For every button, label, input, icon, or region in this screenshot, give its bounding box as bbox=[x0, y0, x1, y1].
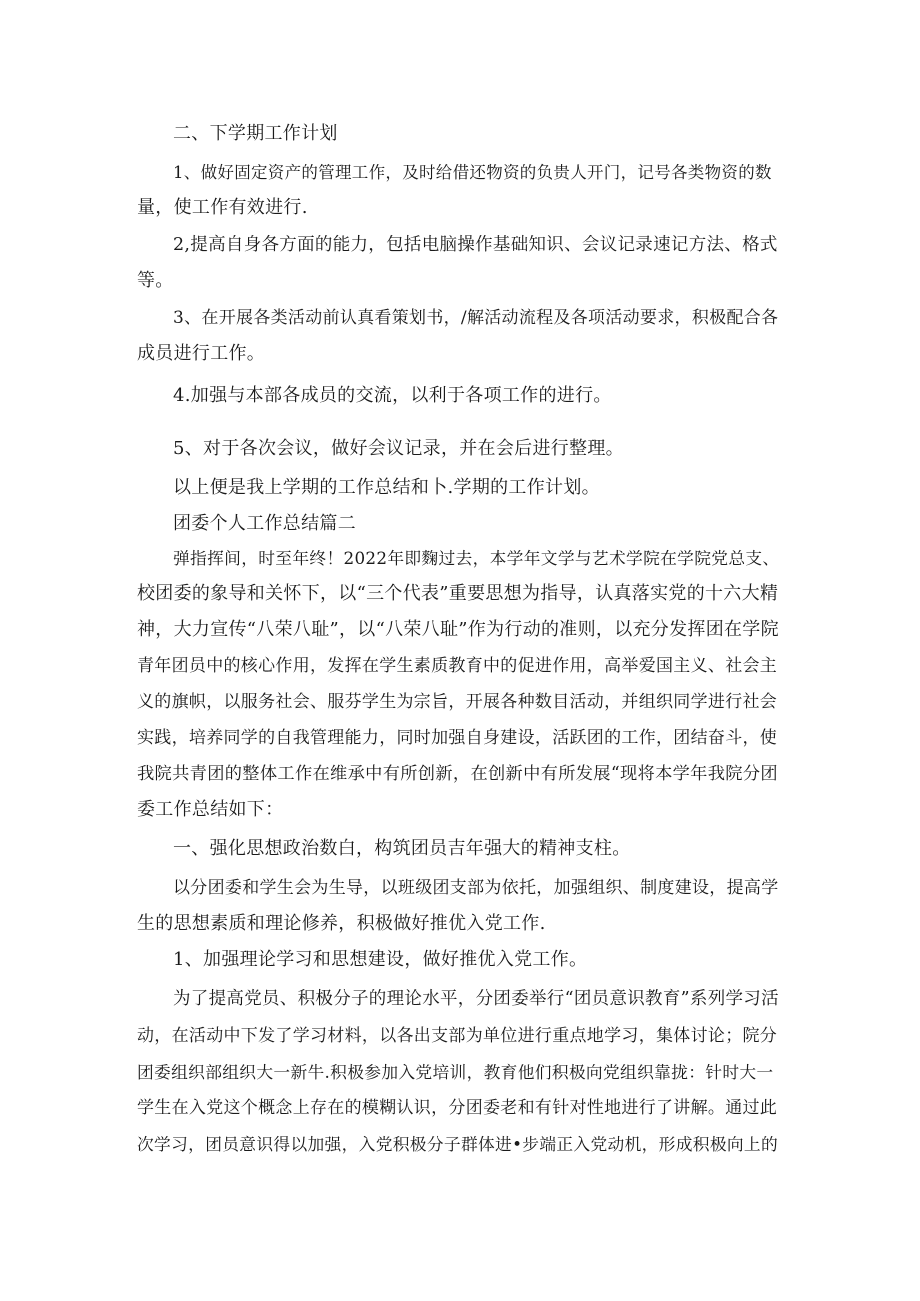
paragraph-line: 实践，培养同学的自我管理能力，同时加强自身建设，活跃团的工作，团结奋斗，使 bbox=[137, 728, 778, 748]
paragraph-line: 5、对于各次会议，做好会议记录，并在会后进行整理。 bbox=[173, 438, 624, 459]
section-heading-summary-part-two: 团委个人工作总结篇二 bbox=[173, 513, 356, 534]
paragraph-line: 委工作总结如下： bbox=[137, 799, 284, 820]
paragraph-line: 1、做好固定资产的管理工作，及时给借还物资的负贵人开门，记号各类物资的数 bbox=[173, 163, 772, 182]
paragraph-line: 2,提高自身各方面的能力，包括电脑操作基础知识、会议记录速记方法、格式 bbox=[173, 235, 778, 255]
paragraph-line: 3、在开展各类活动前认真看策划书，/解活动流程及各项活动要求，积极配合各 bbox=[173, 308, 779, 328]
paragraph-line: 校团委的象导和关怀下，以“三个代表”重要思想为指导，认真落实党的十六大精 bbox=[137, 583, 779, 604]
section-heading-next-term-plan: 二、下学期工作计划 bbox=[173, 123, 338, 144]
paragraph-line: 生的思想素质和理论修养，积极做好推优入党工作. bbox=[137, 913, 546, 934]
paragraph-line: 以分团委和学生会为生导，以班级团支部为依托，加强组织、制度建设，提高学 bbox=[173, 878, 779, 898]
paragraph-line: 团委组织部组织大一新牛.积极参加入党培训，教育他们积极向党组织靠拢：针时大一 bbox=[137, 1062, 774, 1082]
paragraph-line: 为了提高党员、积极分子的理论水平，分团委举行“团员意识教育”系列学习活 bbox=[173, 989, 779, 1009]
paragraph-line: 等。 bbox=[137, 270, 174, 291]
section-heading-strengthen-education: 一、强化思想政治数白，构筑团员吉年强大的精神支柱。 bbox=[173, 838, 631, 859]
paragraph-line: 弹指挥间，时至年终！2022年即麴过去，本学年文学与艺术学院在学院党总支、 bbox=[173, 548, 780, 568]
paragraph-line: 成员进行工作。 bbox=[137, 343, 266, 364]
paragraph-line: 动，在活动中下发了学习材料，以各出支部为单位进行重点地学习，集体讨论；院分 bbox=[137, 1026, 778, 1046]
paragraph-line: 次学习，团员意识得以加强，入党积极分子群体进•步端正入党动机，形成积极向上的 bbox=[137, 1134, 779, 1154]
paragraph-line: 我院共青团的整体工作在维承中有所创新，在创新中有所发展“现将本学年我院分团 bbox=[137, 764, 778, 784]
paragraph-line: 量，使工作有效进行. bbox=[137, 197, 308, 218]
paragraph-line: 4.加强与本部各成员的交流，以利于各项工作的进行。 bbox=[173, 385, 612, 406]
paragraph-line: 神，大力宣传“八荣八耻”，以“八荣八耻”作为行动的准则，以充分发挥团在学院 bbox=[137, 619, 779, 640]
paragraph-line: 以上便是我上学期的工作总结和卜.学期的工作计划。 bbox=[173, 477, 600, 498]
paragraph-line: 青年团员中的核心作用，发挥在学生素质教育中的促进作用，高举爱国主义、社会主 bbox=[137, 656, 778, 676]
paragraph-line: 学生在入党这个概念上存在的模糊认识，分团委老和有针对性地进行了讲解。通过此 bbox=[137, 1098, 778, 1118]
subsection-heading-theory-study: 1、加强理论学习和思想建设，做好推优入党工作。 bbox=[173, 949, 588, 970]
paragraph-line: 义的旗帜，以服务社会、服芬学生为宗旨，开展各种数目活动，并组织同学进行社会 bbox=[137, 692, 778, 712]
